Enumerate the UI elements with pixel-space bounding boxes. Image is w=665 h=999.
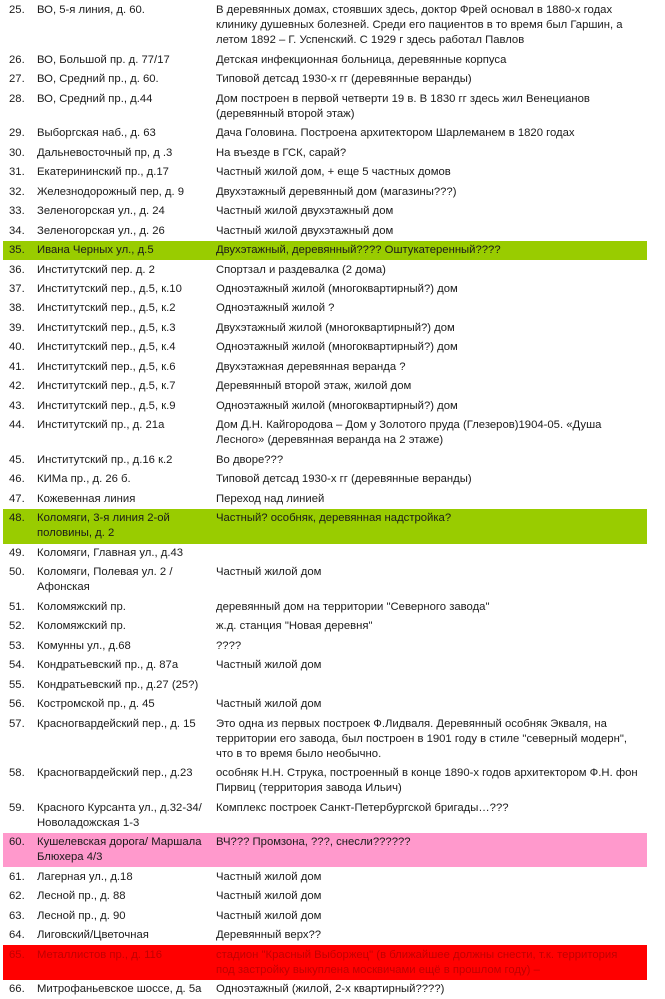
table-row — [3, 202, 647, 221]
row-description: ???? — [216, 639, 242, 652]
table-row — [3, 182, 647, 201]
row-number: 49. — [9, 546, 25, 559]
row-address: Коломяжский пр. — [37, 620, 126, 633]
row-address: Кондратьевский пр., д.27 (25?) — [37, 678, 199, 691]
row-number: 27. — [9, 73, 25, 86]
row-address: Институтский пер., д.5, к.10 — [37, 283, 182, 295]
row-number: 45. — [9, 453, 25, 466]
row-description: Одноэтажный жилой (многоквартирный?) дом — [216, 341, 458, 354]
row-number: 25. — [9, 4, 25, 17]
table-row — [3, 70, 647, 89]
row-number: 30. — [9, 146, 25, 159]
row-address: Институтский пер. д. 2 — [37, 263, 155, 276]
row-number: 39. — [9, 321, 25, 334]
row-number: 64. — [9, 929, 25, 942]
table-row — [3, 470, 647, 489]
row-number: 60. — [9, 836, 25, 849]
table-row — [3, 338, 647, 357]
row-address: Институтский пер., д.5, к.9 — [37, 399, 176, 412]
table-row — [3, 798, 647, 832]
table-row — [3, 280, 647, 299]
row-description: ж.д. станция "Новая деревня" — [216, 620, 373, 633]
table-row — [3, 221, 647, 240]
row-description: Одноэтажный жилой ? — [216, 302, 335, 315]
row-description: особняк Н.Н. Струка, построенный в конце 1890-х годов архитектором Ф.Н. фон Пирвиц (территория завода Ильич) — [216, 767, 638, 795]
table-row — [3, 695, 647, 714]
row-number: 29. — [9, 127, 25, 140]
table-row — [3, 89, 647, 123]
row-address: ВО, Средний пр., д.44 — [37, 92, 153, 105]
row-number: 38. — [9, 302, 25, 315]
table-row — [3, 50, 647, 69]
row-number: 57. — [9, 717, 25, 730]
row-address: Красногвардейский пер., д.23 — [37, 767, 193, 780]
row-number: 59. — [9, 801, 25, 814]
row-number: 33. — [9, 205, 25, 218]
table-row — [3, 544, 647, 563]
row-address: Коломяги, 3-я линия 2-ой половины, д. 2 — [37, 512, 170, 540]
table-row — [3, 833, 647, 867]
row-description: На въезде в ГСК, сарай? — [216, 146, 347, 159]
table-row — [3, 319, 647, 338]
row-number: 47. — [9, 492, 25, 505]
row-description: Частный жилой дом, + еще 5 частных домов — [216, 166, 451, 179]
row-number: 37. — [9, 283, 25, 295]
row-number: 52. — [9, 620, 25, 633]
table-row — [3, 980, 647, 999]
table-row — [3, 260, 647, 279]
row-description: Частный жилой дом — [216, 890, 322, 903]
row-address: ВО, Большой пр. д. 77/17 — [37, 53, 170, 66]
row-description: Дом построен в первой четверти 19 в. В 1830 гг здесь жил Венецианов (деревянный второй этаж) — [216, 92, 590, 120]
row-description: Двухэтажный, деревянный???? Оштукатеренный???? — [216, 244, 501, 257]
row-description: Двухэтажный деревянный дом (магазины???) — [216, 185, 457, 198]
row-address: Кожевенная линия — [37, 492, 136, 505]
row-description: Детская инфекционная больница, деревянные корпуса — [216, 53, 507, 66]
row-address: Коломяжский пр. — [37, 600, 126, 613]
row-number: 53. — [9, 639, 25, 652]
table-row — [3, 764, 647, 798]
table-row — [3, 490, 647, 509]
row-description: стадион "Красный Выборжец" (в ближайшее должны снести, т.к. территория под застройку выкуплена москвичами ещё в прошлом году) – — [216, 948, 618, 976]
row-address: Кушелевская дорога/ Маршала Блюхера 4/3 — [37, 836, 202, 864]
row-description: Переход над линией — [216, 492, 325, 505]
row-address: Институтский пер., д.5, к.4 — [37, 341, 176, 354]
row-description: Это одна из первых построек Ф.Лидваля. Деревянный особняк Экваля, на территории его завода, был построен в 1901 году в стиле "северный модерн", что в то время было необычно. — [216, 717, 627, 760]
row-address: Дальневосточный пр, д .3 — [37, 146, 173, 159]
row-description: Типовой детсад 1930-х гг (деревянные веранды) — [216, 473, 472, 486]
row-number: 32. — [9, 185, 25, 198]
row-address: Екатерининский пр., д.17 — [37, 166, 169, 179]
table-row — [3, 241, 647, 260]
row-number: 54. — [9, 659, 25, 672]
row-description: Дача Головина. Построена архитектором Шарлеманем в 1820 годах — [216, 127, 575, 140]
row-number: 51. — [9, 600, 25, 613]
row-address: Кондратьевский пр., д. 87а — [37, 659, 179, 672]
row-description: Комплекс построек Санкт-Петербургской бригады…??? — [216, 801, 509, 814]
table-row — [3, 299, 647, 318]
row-description: Одноэтажный жилой (многоквартирный?) дом — [216, 283, 458, 295]
row-number: 48. — [9, 512, 25, 525]
row-number: 62. — [9, 890, 25, 903]
row-address: Лесной пр., д. 88 — [37, 890, 126, 903]
row-address: Институтский пер., д.5, к.2 — [37, 302, 176, 315]
row-number: 40. — [9, 341, 25, 354]
row-address: Зеленогорская ул., д. 24 — [37, 205, 165, 218]
row-address: Лагерная ул., д.18 — [37, 870, 133, 883]
row-address: ВО, 5-я линия, д. 60. — [37, 4, 145, 17]
row-description: Двухэтажная деревянная веранда ? — [216, 360, 406, 373]
row-number: 35. — [9, 244, 25, 257]
row-description: Частный жилой дом — [216, 698, 322, 711]
row-address: Красногвардейский пер., д. 15 — [37, 717, 196, 730]
row-number: 65. — [9, 948, 25, 961]
row-address: Коломяги, Полевая ул. 2 / Афонская — [37, 566, 173, 594]
row-description: Частный? особняк, деревянная надстройка? — [216, 512, 452, 525]
row-address: Институтский пер., д.5, к.3 — [37, 321, 176, 334]
table-row — [3, 887, 647, 906]
row-description: Деревянный верх?? — [216, 929, 322, 942]
row-address: КИМа пр., д. 26 б. — [37, 473, 131, 486]
table-row — [3, 598, 647, 617]
table-row — [3, 867, 647, 886]
row-address: ВО, Средний пр., д. 60. — [37, 73, 159, 86]
row-description: Типовой детсад 1930-х гг (деревянные веранды) — [216, 73, 472, 86]
table-row — [3, 715, 647, 764]
row-address: Митрофаньевское шоссе, д. 5а — [37, 983, 202, 996]
table-row — [3, 563, 647, 597]
table-row — [3, 377, 647, 396]
row-address: Металлистов пр., д. 116 — [37, 948, 163, 961]
row-number: 34. — [9, 224, 25, 237]
row-address: Институтский пер., д.5, к.7 — [37, 380, 176, 393]
row-address: Железнодорожный пер, д. 9 — [37, 185, 185, 198]
table-row — [3, 656, 647, 675]
row-description: деревянный дом на территории "Северного завода" — [216, 600, 490, 613]
table-row — [3, 397, 647, 416]
row-number: 36. — [9, 263, 25, 276]
row-address: Красного Курсанта ул., д.32-34/Новоладожская 1-3 — [37, 801, 202, 829]
row-number: 58. — [9, 767, 25, 780]
row-number: 63. — [9, 909, 25, 922]
row-description: Частный жилой дом — [216, 566, 322, 579]
row-number: 50. — [9, 566, 25, 579]
table-row — [3, 509, 647, 543]
row-description: Деревянный второй этаж, жилой дом — [216, 380, 412, 393]
row-address: Лесной пр., д. 90 — [37, 909, 126, 922]
table-row — [3, 617, 647, 636]
row-number: 61. — [9, 870, 25, 883]
row-address: Зеленогорская ул., д. 26 — [37, 224, 165, 237]
row-address: Институтский пр., д.16 к.2 — [37, 453, 173, 466]
table-row — [3, 1, 647, 50]
row-address: Ивана Черных ул., д.5 — [37, 244, 154, 257]
row-description: Частный жилой дом — [216, 659, 322, 672]
table-row — [3, 451, 647, 470]
row-description: Частный жилой двухэтажный дом — [216, 205, 394, 218]
row-description: Одноэтажный жилой (многоквартирный?) дом — [216, 399, 458, 412]
row-description: ВЧ??? Промзона, ???, снесли?????? — [216, 836, 411, 849]
row-description: Двухэтажный жилой (многоквартирный?) дом — [216, 321, 455, 334]
row-number: 56. — [9, 698, 25, 711]
row-address: Институтский пр., д. 21а — [37, 419, 165, 432]
table-row — [3, 945, 647, 979]
row-description: В деревянных домах, стоявших здесь, доктор Фрей основал в 1880-х годах клинику душевных болезней. Среди его пациентов в то время был Гаршин, а летом 1892 – Г. Успенский. С 1929 г здесь работал Павлов — [216, 4, 623, 47]
table-row — [3, 637, 647, 656]
row-number: 31. — [9, 166, 25, 179]
row-number: 55. — [9, 678, 25, 691]
row-address: Коломяги, Главная ул., д.43 — [37, 546, 184, 559]
table-row — [3, 163, 647, 182]
table-row — [3, 416, 647, 450]
row-description: Дом Д.Н. Кайгородова – Дом у Золотого пруда (Глезеров)1904-05. «Душа Лесного» (деревянная веранда на 2 этаже) — [216, 419, 602, 447]
row-description: Частный жилой дом — [216, 870, 322, 883]
row-address: Выборгская наб., д. 63 — [37, 127, 156, 140]
table-row — [3, 926, 647, 945]
row-description: Во дворе??? — [216, 453, 284, 466]
table-row — [3, 906, 647, 925]
row-number: 46. — [9, 473, 25, 486]
row-number: 44. — [9, 419, 25, 432]
table-row — [3, 358, 647, 377]
table-row — [3, 124, 647, 143]
row-description: Частный жилой дом — [216, 909, 322, 922]
row-description: Частный жилой двухэтажный дом — [216, 224, 394, 237]
row-number: 42. — [9, 380, 25, 393]
row-number: 26. — [9, 53, 25, 66]
row-address: Костромской пр., д. 45 — [37, 698, 155, 711]
row-address: Институтский пер., д.5, к.6 — [37, 360, 176, 373]
row-description: Одноэтажный (жилой, 2-х квартирный????) — [216, 983, 445, 996]
row-address: Лиговский/Цветочная — [37, 929, 149, 942]
table-row — [3, 143, 647, 162]
row-number: 28. — [9, 92, 25, 105]
row-description: Спортзал и раздевалка (2 дома) — [216, 263, 386, 276]
row-address: Комунны ул., д.68 — [37, 639, 131, 652]
row-number: 43. — [9, 399, 25, 412]
row-number: 66. — [9, 983, 25, 996]
row-number: 41. — [9, 360, 25, 373]
table-row — [3, 676, 647, 695]
